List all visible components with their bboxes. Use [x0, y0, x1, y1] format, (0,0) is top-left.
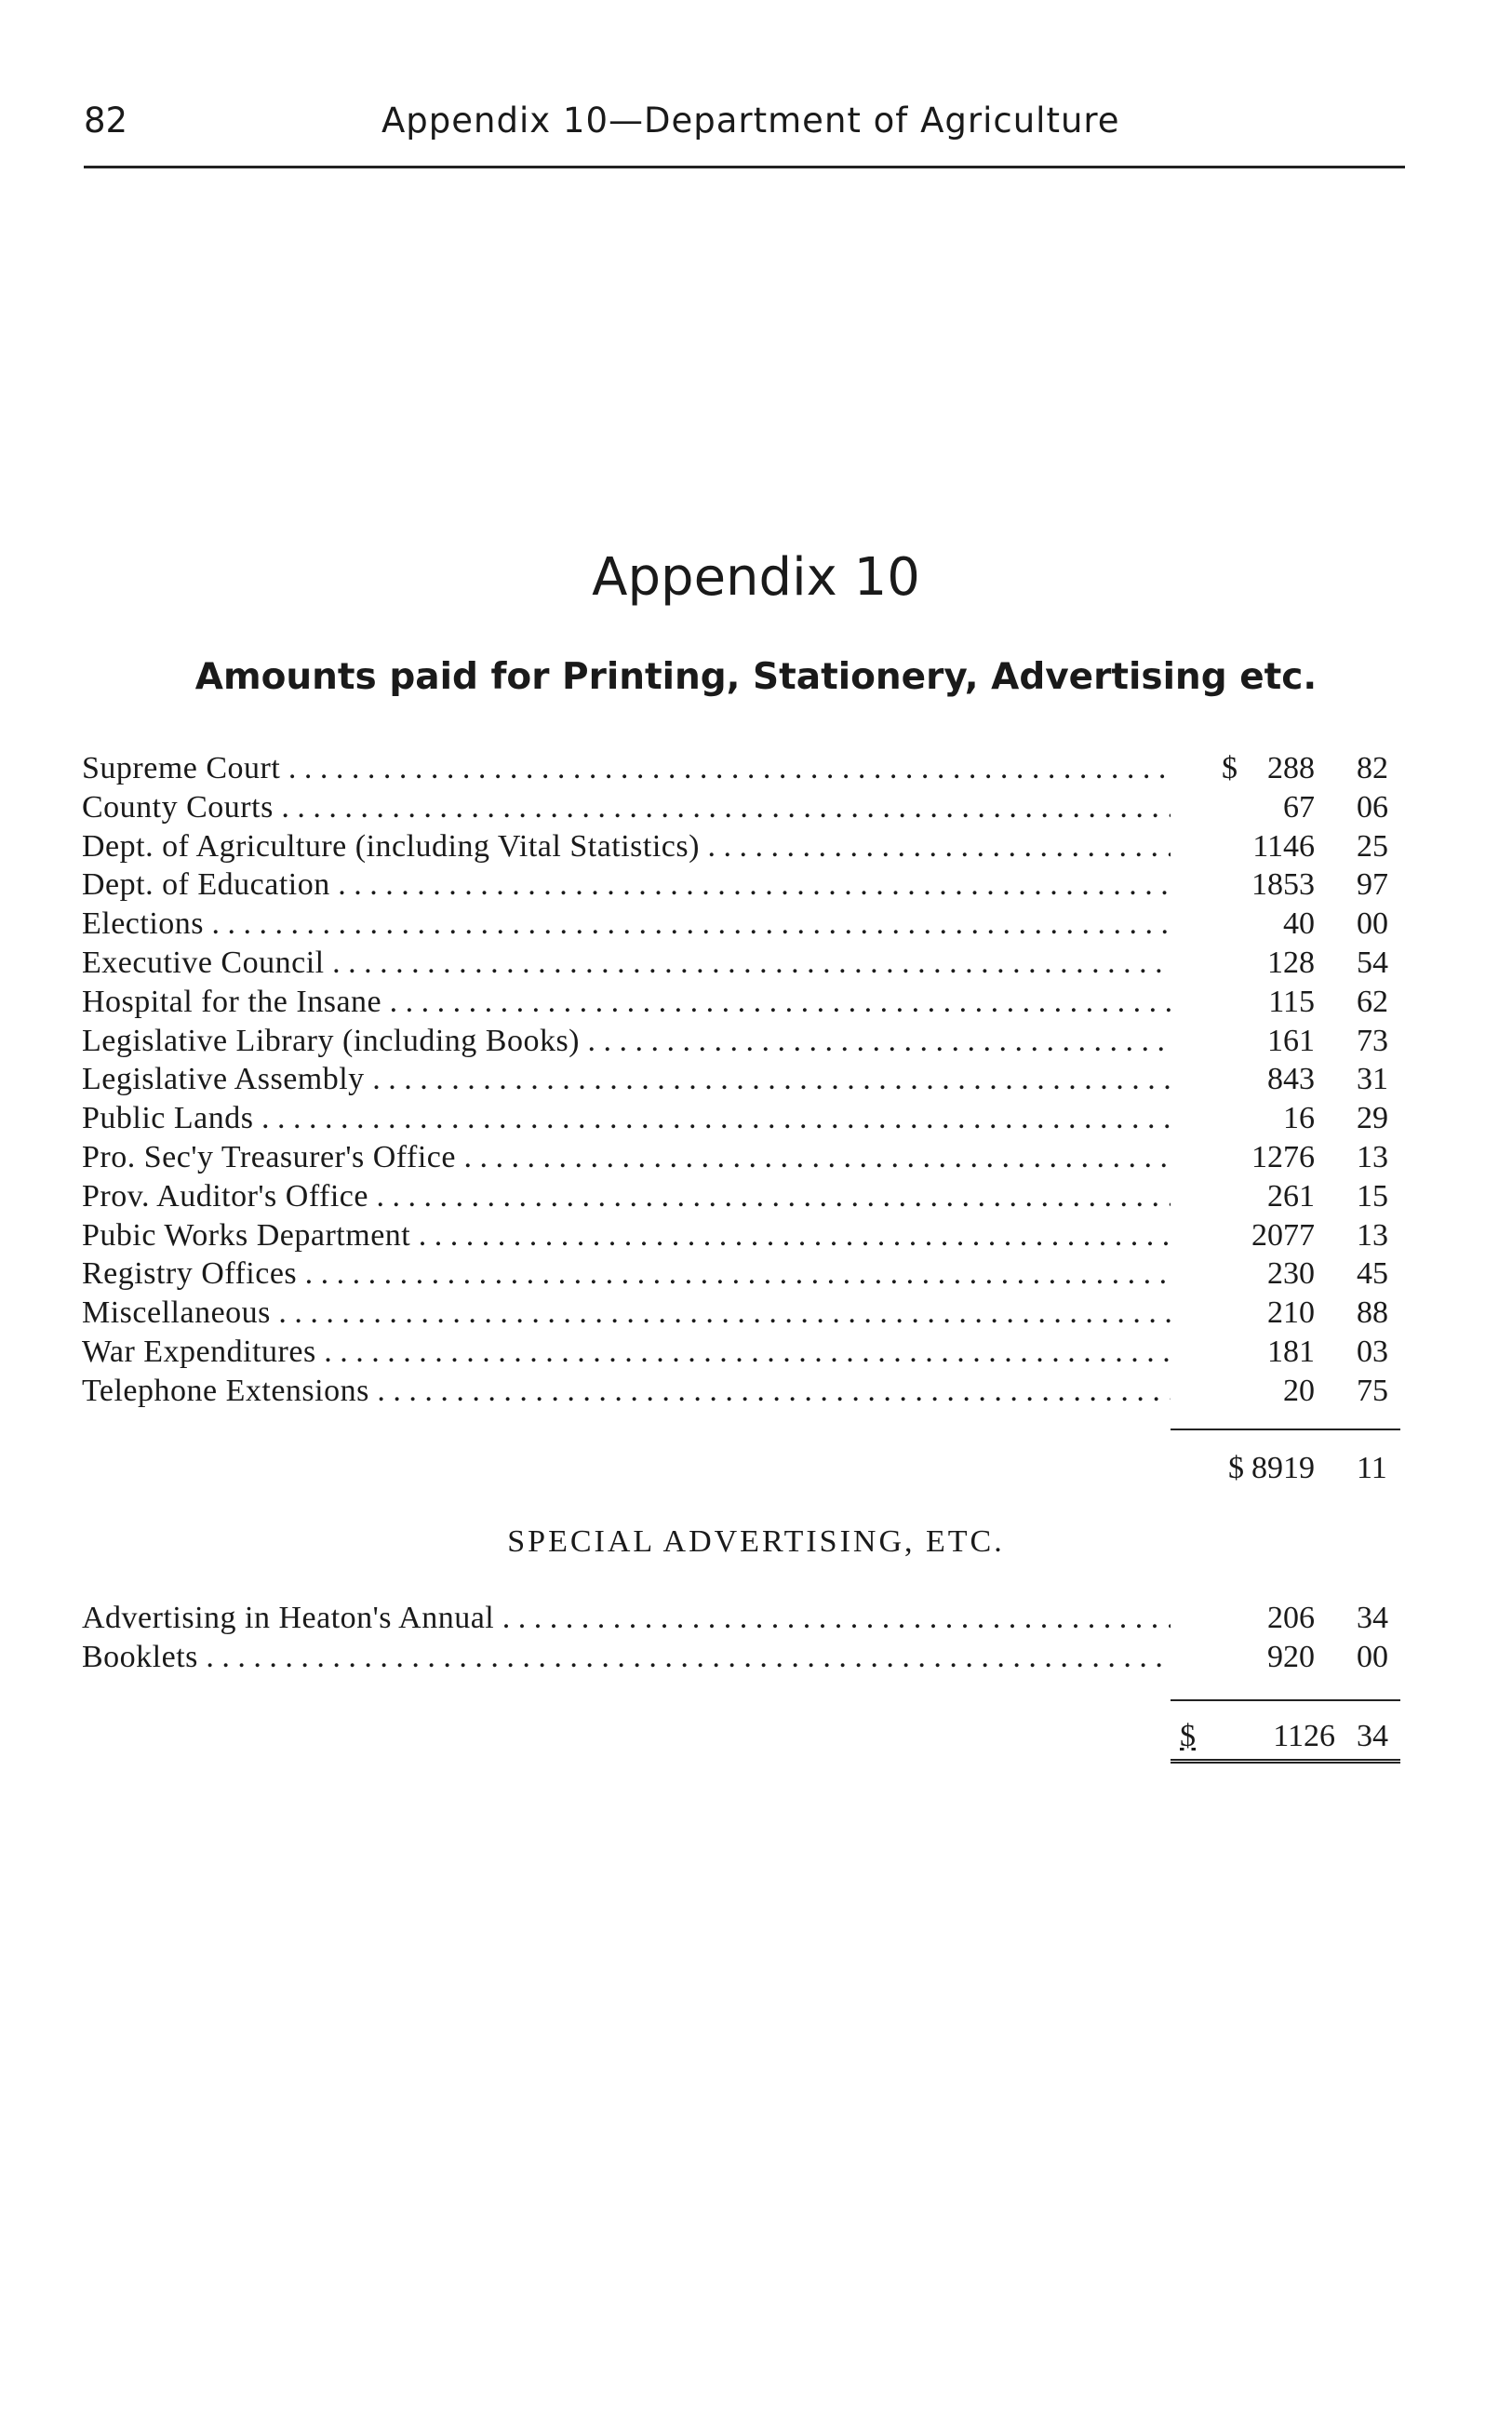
ledger-row	[82, 865, 1412, 905]
item-label: Public Lands . . .	[82, 1099, 1171, 1138]
item-label: Pro. Sec'y Treasurer's Office . . .	[82, 1138, 1171, 1177]
item-label: Miscellaneous . . .	[82, 1294, 1171, 1333]
ledger-row	[82, 1060, 1412, 1099]
ledger-row	[82, 1638, 1412, 1677]
item-dollars: 40	[1283, 906, 1315, 942]
special-total-cents: 34	[1357, 1719, 1388, 1753]
item-dollars: 2077	[1251, 1217, 1315, 1253]
item-dollars: 67	[1283, 789, 1315, 825]
header-rule	[84, 166, 1405, 168]
total-dollars: 8919	[1251, 1451, 1315, 1485]
special-total	[1171, 1716, 1400, 1764]
currency-sign: $	[1222, 751, 1238, 785]
item-cents: 31	[1357, 1062, 1388, 1097]
special-total-dollars: 1126	[1273, 1719, 1335, 1753]
item-cents: 13	[1357, 1139, 1388, 1174]
item-label: Dept. of Education . . .	[82, 865, 1171, 905]
item-dollars: 288	[1267, 751, 1315, 785]
item-label: Supreme Court . . .	[82, 749, 1171, 788]
item-label: Booklets . . .	[82, 1638, 1171, 1677]
item-dollars: 230	[1267, 1256, 1315, 1292]
item-cents: 29	[1357, 1101, 1388, 1136]
appendix-title: Appendix 10	[592, 547, 920, 608]
ledger-row	[82, 749, 1412, 788]
item-cents: 62	[1357, 984, 1388, 1019]
item-dollars: 20	[1283, 1373, 1315, 1408]
item-cents: 88	[1357, 1295, 1388, 1331]
item-dollars: 16	[1283, 1101, 1315, 1136]
item-dollars: 210	[1267, 1295, 1315, 1331]
item-label: Legislative Library (including Books) . . .	[82, 1022, 1171, 1061]
item-label: Advertising in Heaton's Annual . . .	[82, 1599, 1171, 1638]
special-total-currency-sign: $	[1180, 1719, 1196, 1753]
item-dollars: 1146	[1252, 828, 1315, 864]
item-label: Dept. of Agriculture (including Vital Statistics) . . .	[82, 827, 1171, 866]
item-label: Elections . . .	[82, 905, 1171, 944]
ledger-row	[82, 788, 1412, 827]
table-subtitle: Amounts paid for Printing, Stationery, Advertising etc.	[194, 656, 1318, 698]
item-label: Legislative Assembly . . .	[82, 1060, 1171, 1099]
item-label: Telephone Extensions . . .	[82, 1372, 1171, 1411]
ledger-row	[82, 1599, 1412, 1638]
running-header	[84, 101, 1405, 156]
item-label: Registry Offices . . .	[82, 1254, 1171, 1294]
ledger-row	[82, 1177, 1412, 1216]
ledger-row	[82, 905, 1412, 944]
item-cents: 54	[1357, 945, 1388, 980]
expense-ledger	[82, 749, 1412, 1411]
item-cents: 00	[1357, 906, 1388, 942]
item-dollars: 128	[1267, 945, 1315, 980]
special-subtotal-rule	[1171, 1699, 1400, 1701]
item-cents: 97	[1357, 867, 1388, 903]
item-dollars: 115	[1268, 984, 1315, 1019]
item-cents: 25	[1357, 828, 1388, 864]
ledger-row	[82, 1294, 1412, 1333]
ledger-row	[82, 1216, 1412, 1255]
item-label: War Expenditures . . .	[82, 1333, 1171, 1372]
item-dollars: 181	[1267, 1334, 1315, 1369]
item-dollars: 920	[1267, 1639, 1315, 1674]
item-cents: 82	[1357, 751, 1388, 785]
special-advertising-heading: SPECIAL ADVERTISING, ETC.	[507, 1524, 1005, 1559]
item-label: Hospital for the Insane . . .	[82, 983, 1171, 1022]
item-cents: 75	[1357, 1373, 1388, 1408]
item-dollars: 161	[1267, 1023, 1315, 1058]
item-cents: 00	[1357, 1639, 1388, 1674]
total-cents: 11	[1357, 1451, 1387, 1485]
item-cents: 13	[1357, 1217, 1388, 1253]
ledger-row	[82, 944, 1412, 983]
ledger-row	[82, 827, 1412, 866]
item-dollars: 1276	[1251, 1139, 1315, 1174]
item-cents: 34	[1357, 1601, 1388, 1635]
item-dollars: 206	[1267, 1601, 1315, 1635]
ledger-row	[82, 1333, 1412, 1372]
total-row	[82, 1448, 1412, 1489]
ledger-row	[82, 1138, 1412, 1177]
subtotal-rule	[1171, 1429, 1400, 1430]
item-cents: 06	[1357, 789, 1388, 825]
item-cents: 45	[1357, 1256, 1388, 1292]
ledger-row	[82, 1099, 1412, 1138]
item-label: Executive Council . . .	[82, 944, 1171, 983]
special-ledger	[82, 1599, 1412, 1677]
item-label: Prov. Auditor's Office . . .	[82, 1177, 1171, 1216]
item-label: Pubic Works Department . . .	[82, 1216, 1171, 1255]
item-cents: 15	[1357, 1178, 1388, 1214]
page-number: 82	[84, 101, 128, 141]
item-label: County Courts . . .	[82, 788, 1171, 827]
item-dollars: 843	[1267, 1062, 1315, 1097]
running-title: Appendix 10—Department of Agriculture	[381, 101, 1120, 141]
ledger-row	[82, 1372, 1412, 1411]
item-cents: 73	[1357, 1023, 1388, 1058]
ledger-row	[82, 1254, 1412, 1294]
ledger-row	[82, 983, 1412, 1022]
item-cents: 03	[1357, 1334, 1388, 1369]
item-dollars: 261	[1267, 1178, 1315, 1214]
ledger-row	[82, 1022, 1412, 1061]
total-currency-sign: $	[1228, 1451, 1244, 1485]
item-dollars: 1853	[1251, 867, 1315, 903]
